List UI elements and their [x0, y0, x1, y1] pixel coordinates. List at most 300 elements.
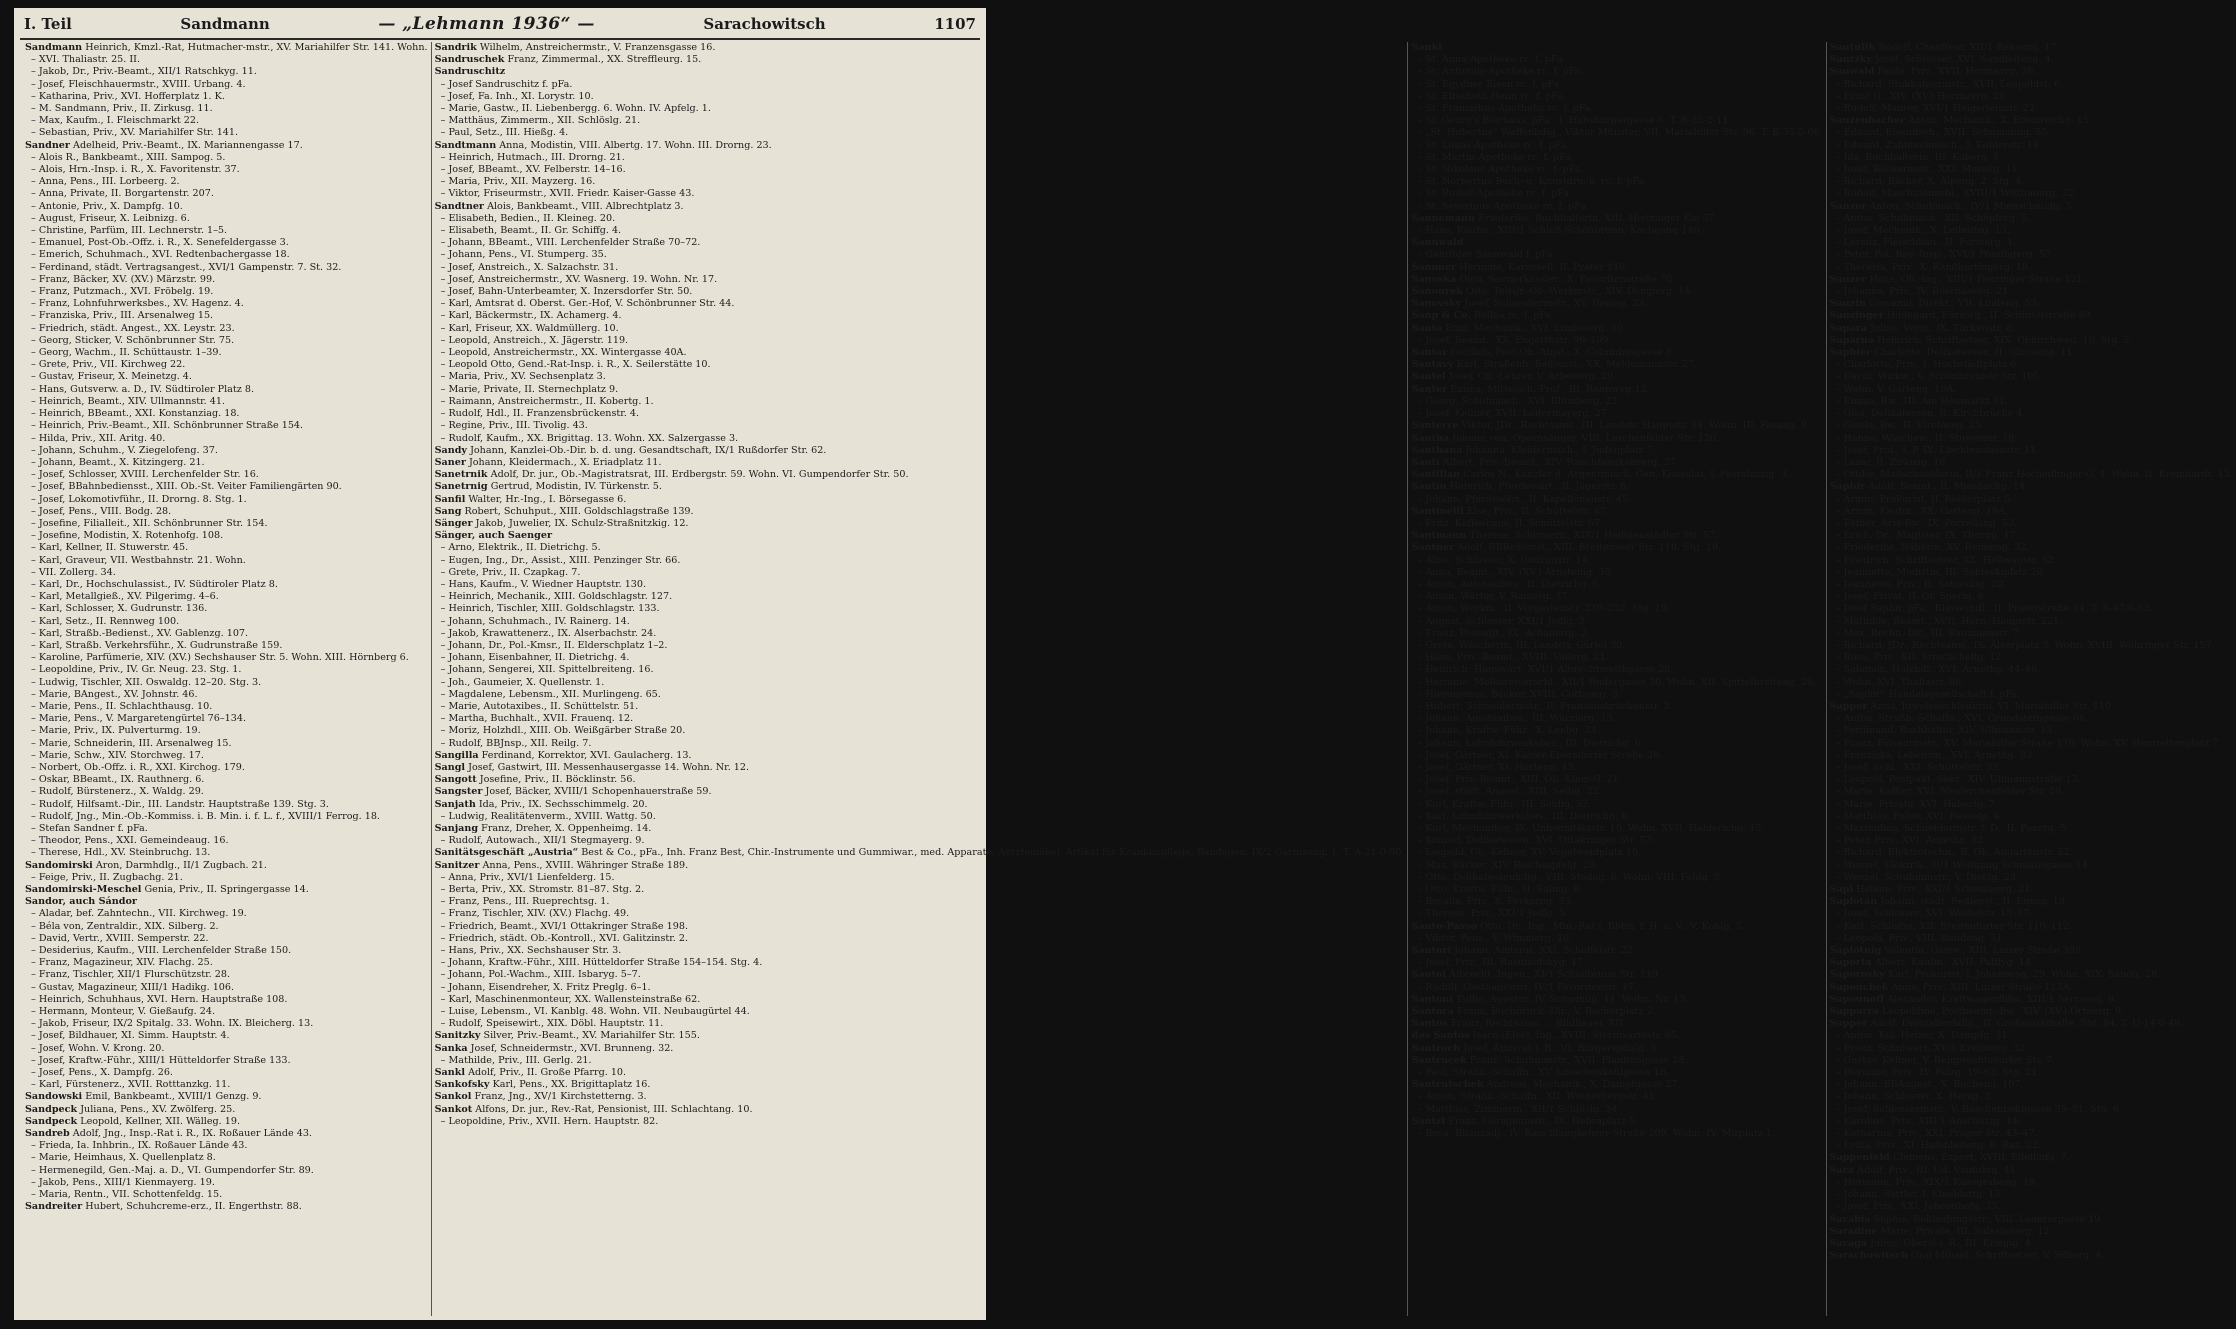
directory-entry: – Wohn. XVI. Thaliastr. 88. — [1835, 676, 1965, 688]
directory-entry: – Maria, Rentn., VII. Schottenfeldg. 15. — [31, 1189, 223, 1201]
directory-entry: – Franziska, Priv., III. Arsenalweg 15. — [31, 310, 214, 322]
entry-surname: Sanetrnik — [434, 469, 488, 481]
entry-surname: Santa — [1411, 322, 1443, 334]
entry-text: Karl, Bäckermstr., IX. Achamerg. 4. — [448, 310, 622, 322]
directory-entry: – Antonie, Priv., X. Dampfg. 10. — [31, 200, 183, 212]
part-label: I. Teil — [24, 15, 72, 33]
entry-text: Richard, JDr., Rechtsanw., IX. Alserplatz 3. Wohn. XVIII. Währinger Str. 157. — [1843, 639, 2215, 651]
directory-entry: – Karl, Straßb.-Bedienst., XV. Gablenzg. 107. — [31, 627, 249, 639]
directory-entry: – Gustav, Kellner, V. Reinprechtsdorfer Str. 7. — [1835, 1054, 2056, 1066]
entry-surname: Sanitzer — [434, 859, 480, 871]
entry-text: Regine, Priv., III. Tivolig. 43. — [448, 420, 588, 432]
entry-surname: Sanzinger — [1829, 310, 1884, 322]
entry-text: Richard, Stukkateurmstr., XVII. Leopoldst. 6. — [1843, 78, 2064, 90]
entry-text: Peter, Pol.-Rev.-Insp., XVI/1 Possingerg. 57. — [1843, 249, 2055, 261]
directory-entry: – Marie, Priv., IX. Pulverturmg. 19. — [31, 725, 201, 737]
entry-surname: Saporta — [1829, 957, 1872, 969]
directory-entry: – Anna, Beamt., XIV. (XV.) Arnsteing. 35. — [1417, 566, 1614, 578]
directory-entry: – Anton, Straßb.-Schaffn., XVI. Grundsteingasse 66. — [1835, 713, 2088, 725]
entry-text: Josef, Mechanik., X. Leibnitzg. 13. — [1843, 225, 2010, 237]
directory-entry: – Heinrich, Hauswart, XVI/1 Albrechtsreithgasse 28. — [1417, 664, 1674, 676]
directory-entry: – Anton, Wärter, V. Rainerg. 37. — [1417, 591, 1571, 603]
directory-entry: – Regine, Priv., III. Tivolig. 43. — [440, 420, 588, 432]
directory-entry — [1830, 115, 2233, 127]
entry-surname: Sanjang — [434, 823, 479, 834]
entry-text: Heinrich, Beamt., XIV. Ullmannstr. 41. — [38, 395, 226, 407]
directory-entry: – Arno, Elektrik., II. Dietrichg. 5. — [440, 542, 601, 554]
directory-entry: – St. Franziskus-Apotheke rc. f. pFa. — [1417, 103, 1594, 115]
directory-entry: – Marie, Autotaxibes., II. Schüttelstr. 51. — [440, 700, 639, 712]
directory-entry — [1411, 347, 1822, 359]
entry-text: Albrecht, Ingen., XI/1 Schönbrunn Str. 119. — [1449, 969, 1661, 981]
entry-surname: Sandy — [434, 444, 467, 456]
directory-entry: – Franz, Pens., III. Rueprechtsg. 1. — [440, 896, 610, 908]
entry-text: Hubert, Schuhcreme-erz., II. Engerthstr. 88. — [85, 1201, 302, 1213]
directory-entry — [1411, 359, 1822, 371]
directory-entry — [1411, 481, 1822, 493]
entry-text: Marie, Schw., XIV. Storchweg. 17. — [38, 749, 204, 761]
entry-text: Josef, Bahn-Unterbeamter, X. Inzersdorfer Str. 50. — [448, 286, 693, 298]
entry-surname: Sanfil — [434, 493, 466, 505]
directory-entry: – Charlotte, Priv., I. Hochstädtplatz 6. — [1835, 359, 2020, 371]
directory-entry: – Johann, Schuhm., V. Ziegelofeng. 37. — [31, 444, 218, 456]
directory-entry: – Johann, Autotaxibes., III. Würzlerg. 13. — [1417, 713, 1616, 725]
directory-entry: – Hieronymus, Bäcker, XVIII. Cottageg. 3. — [1417, 688, 1621, 700]
entry-text: Elisabeth, Bedien., II. Kleineg. 20. — [448, 212, 616, 224]
directory-entry: – Ernst G., XIV. (XV.) Hormayrg. 26. — [1835, 90, 2009, 102]
directory-entry — [1830, 66, 2233, 78]
directory-entry: – Johann, Pens., VI. Stumperg. 35. — [440, 249, 607, 261]
entry-text: Andreas, Mechanik., X. Dampfgasse 27. — [1486, 1079, 1681, 1091]
directory-entry: – Hermine, Priv., IV. Pelzg. 19–63. Stg. 21. — [1835, 1067, 2041, 1079]
directory-entry — [1830, 957, 2233, 969]
entry-text: Josef, Schlosser, XVI. Sandleiteng. 4. — [1874, 54, 2054, 66]
directory-entry — [1830, 945, 2233, 957]
directory-entry: – Karl, Kraftw.-Führ., III. Seidlg. 32. — [1417, 798, 1592, 810]
entry-text: Oskar, BBeamt., IX. Rauthnerg. 6. — [38, 774, 205, 786]
directory-entry: – Jakob, Dr., Priv.-Beamt., XII/1 Ratschkyg. 11. — [31, 66, 257, 78]
entry-text: Ferdinand, Korrektor, XVI. Gaulacherg. 13. — [481, 749, 692, 761]
directory-entry: – Franz, Postadjt., IX. Achamerg. 2. — [1417, 627, 1590, 639]
entry-text: Franz, Dreher, X. Oppenheimg. 14. — [481, 823, 652, 834]
directory-entry: – Leopold, Anstreichermstr., XX. Wintergasse 40A. — [440, 347, 687, 359]
directory-entry: – Gustav, Friseur, X. Meinetzg. 4. — [31, 371, 192, 383]
directory-entry: – Josef, Kraftw.-Führ., XIII/1 Hütteldorfer Straße 133. — [31, 1054, 291, 1066]
directory-entry — [1411, 1043, 1822, 1055]
entry-text: Maria, Rentn., VII. Schottenfeldg. 15. — [38, 1189, 223, 1201]
entry-text: Georg, Sticker, V. Schönbrunner Str. 75. — [38, 334, 235, 346]
directory-entry: – Johann, Schlosser, X. Herzg. 3. — [1835, 1091, 1994, 1103]
directory-entry: – Josef, Priv., XXI. Jeheonhofg. 35. — [1835, 1201, 2001, 1213]
entry-text: Josef, Lokomotivführ., II. Drorng. 8. Stg. 1. — [38, 493, 247, 505]
entry-text: Franz, Pens., III. Rueprechtsg. 1. — [448, 896, 610, 908]
entry-surname: Sandtner — [434, 200, 484, 212]
entry-text: Josef, Schneidermstr., XV. Denisg. 23. — [1464, 298, 1648, 310]
entry-text: Alois, Hrn.-Insp. i. R., X. Favoritenstr. 37. — [38, 164, 240, 176]
directory-entry: – Josef, Gärtner, XI. Hörteng. 15. — [1417, 761, 1577, 773]
directory-columns — [22, 42, 2233, 1316]
directory-entry — [435, 1079, 1405, 1091]
entry-text: Otto, Dr., Ing., Min.-Rat i. BMin. f. H. u. V., V. Kohlg. 5. — [1479, 920, 1745, 932]
entry-text: Rudolf, Gasthauswirt, IV/1 Favoritenstr. 17. — [1425, 981, 1638, 993]
directory-entry: – Magdalene, Lebensm., XII. Murlingeng. 65. — [440, 688, 661, 700]
entry-text: Anton, Schuhmach., IV/1 Mienschmidg. 5. — [1869, 200, 2075, 212]
directory-entry — [435, 799, 1405, 811]
directory-entry: – Maria, Priv., XV. Sechsenplatz 3. — [440, 371, 606, 383]
entry-surname: Sanzenbacher — [1829, 115, 1906, 127]
directory-entry: – Grete, Priv., VII. Kirchweg 22. — [31, 359, 186, 371]
entry-surname: Sanitzky — [434, 1030, 481, 1042]
column-4 — [1827, 42, 2236, 1316]
directory-entry: – Theodor, Pens., XXI. Gemeindeaug. 16. — [31, 835, 229, 847]
directory-entry: – Viktor, Friseurmstr., XVII. Friedr. Kaiser-Gasse 43. — [440, 188, 695, 200]
directory-entry: – Marie, Heimhaus, X. Quellenplatz 8. — [31, 1152, 216, 1164]
directory-entry: – Josef Saphir, pFa., Klavierhdl., II. Praterstraße 14. T. R-47-0-53. — [1835, 603, 2153, 615]
entry-text: Charlotte, Delikatessen, II. Glockeng. 11. — [1874, 347, 2076, 359]
entry-text: Adelheid, Priv.-Beamt., IX. Mariannengasse 17. — [73, 139, 303, 151]
entry-surname: Saphier — [1829, 347, 1872, 359]
entry-text: Martha, Buchhalt., XVII. Frauenq. 12. — [448, 713, 634, 725]
directory-entry: – Karl, Schloffer, XII. Breitenfurter Str. 110–112. — [1835, 920, 2072, 932]
directory-entry: – Peter, Pol.-Rev.-Insp., XVI/1 Possingerg. 57. — [1835, 249, 2055, 261]
entry-text: Franz, Putzmach., XVI. Fröbelg. 19. — [38, 286, 214, 298]
directory-entry: – Therese, Hdl., XV. Steinbruchg. 13. — [31, 847, 211, 859]
entry-text: Josef, Beamt., XX. Engerthstr. 99–109. — [1425, 334, 1612, 346]
directory-entry: – Karl, Schlosser, X. Gudrunstr. 136. — [31, 603, 208, 615]
entry-surname: Sangl — [434, 761, 466, 773]
directory-entry: – Marie, Kaffier, XVI. Neulerchenfelder Str. 59. — [1835, 786, 2065, 798]
directory-entry: – St. Antonius-Apotheke rc. f. pFa. — [1417, 66, 1584, 78]
directory-entry: – St. Anna-Apotheke rc. f. pFa. — [1417, 54, 1566, 66]
directory-entry: – Franz, Tischler, XII/1 Flurschützstr. 28. — [31, 969, 230, 981]
directory-entry: – Eugen, Ing., Dr., Assist., XIII. Penzinger Str. 66. — [440, 554, 681, 566]
entry-text: Antonie, Priv., X. Dampfg. 10. — [38, 200, 183, 212]
entry-text: Best & Co., pFa., Inh. Franz Best, Chir.-Instrumente und Gummiwar., med. Apparate, Aerztemöbel, Artikel für Krankenpflege, Bandagen, IX/2 Garnisong. 1. T. A-21-0-90. — [581, 847, 1405, 859]
entry-text: Johann, Sengerei, XII. Spittelbreiteng. 16. — [448, 664, 654, 676]
entry-surname: Sangster — [434, 786, 483, 798]
entry-text: Rudolf, Kaufm., XX. Brigittag. 13. Wohn. XX. Salzergasse 3. — [448, 432, 739, 444]
directory-entry: – Béla von, Zentraldir., XIX. Silberg. 2. — [31, 920, 219, 932]
entry-surname: Santinelli — [1411, 505, 1464, 517]
entry-text: Josef, Gastwirt, III. Messenhausergasse 14. Wohn. Nr. 12. — [468, 761, 750, 773]
directory-entry: – Berta, Priv., XX. Stromstr. 81–87. Stg. 2. — [440, 884, 645, 896]
entry-text: Friedrich, städt. Angest., XX. Leystr. 23. — [38, 322, 235, 334]
directory-entry: – Heinrich, Priv.-Beamt., XII. Schönbrunner Straße 154. — [31, 420, 304, 432]
directory-entry — [1830, 1250, 2233, 1262]
directory-entry — [435, 860, 1405, 872]
directory-entry: – Heinrich, Beamt., XIV. Ullmannstr. 41. — [31, 395, 226, 407]
entry-text: Hildegard, Fürsorg., II. Schüttelstraße 89. — [1886, 310, 2094, 322]
entry-text: Franz, Lohnfuhrwerksbes., XV. Hagenz. 4. — [38, 298, 244, 310]
entry-text: Adolf, BBBedienst., XIII. Breitenseer Str. 110. Stg. 19. — [1457, 542, 1721, 554]
directory-entry: – Lorenz, Fleischhau., II. Forsterg. 1. — [1835, 237, 2017, 249]
entry-surname: Sapl — [1829, 884, 1854, 896]
directory-entry — [1411, 237, 1822, 249]
directory-entry: – Franz, Tischler, XIV. (XV.) Flachg. 49. — [440, 908, 630, 920]
entry-surname: Sandreb — [25, 1128, 70, 1140]
directory-entry: – Friedrich, städt. Angest., XX. Leystr. 23. — [31, 322, 235, 334]
directory-entry: – Heinrich, Tischler, XIII. Goldschlagstr. 133. — [440, 603, 660, 615]
entry-text: Johann, Amtsrat, XXI. Scheffelstr. 22. — [1454, 945, 1636, 957]
entry-text: Johann, Pens., VI. Stumperg. 35. — [448, 249, 607, 261]
entry-text: Gustav, Kellner, V. Reinprechtsdorfer Str. 7. — [1843, 1054, 2056, 1066]
entry-text: Jeannette, Modistin, III. Sobieskiplatz 20. — [1843, 566, 2046, 578]
entry-text: Rudolf, Bürstenerz., X. Waldg. 29. — [38, 786, 204, 798]
entry-surname: Sandomirski — [25, 859, 93, 871]
entry-text: Franz, Schulwart, XV/1 Kreitnerg. 32. — [1843, 1042, 2029, 1054]
entry-text: Anton, Autotaxibes., II. Dietrichg. 6. — [1425, 578, 1602, 590]
entry-text: August, Friseur, X. Leibnizg. 6. — [38, 212, 190, 224]
directory-entry: – Gebrüder Sannwald f. pFa. — [1417, 249, 1557, 261]
entry-surname: Sannemann — [1411, 212, 1476, 224]
entry-text: Leopold, Anstreichermstr., XX. Wintergasse 40A. — [448, 347, 687, 359]
directory-entry — [1411, 530, 1822, 542]
entry-surname: Santori — [1411, 945, 1452, 957]
entry-surname: Sandpeck — [25, 1103, 78, 1115]
entry-text: Hieronymus, Bäcker, XVIII. Cottageg. 3. — [1425, 688, 1621, 700]
entry-text: Franz, Garagenmstr., IX. Hebraplatz 5. — [1448, 1115, 1638, 1127]
entry-text: Karl, Fürstenerz., XVII. Rotttanzkg. 11. — [38, 1079, 231, 1091]
entry-text: Johann, Schuhm., V. Ziegelofeng. 37. — [38, 444, 218, 456]
entry-text: Johann, Autotaxibes., III. Würzlerg. 13. — [1425, 713, 1616, 725]
entry-text: Gebrüder Sannwald f. pFa. — [1425, 249, 1557, 261]
directory-entry — [1830, 994, 2233, 1006]
entry-text: Franz, Tischler, XIV. (XV.) Flachg. 49. — [448, 908, 630, 920]
entry-surname: Santzl — [1411, 1115, 1446, 1127]
directory-entry: – Rudolf, Speisewirt., XIX. Döbl. Hauptstr. 11. — [440, 1018, 664, 1030]
entry-text: Josef, Schlosser, XVIII. Lerchenfelder Str. 16. — [38, 469, 259, 481]
entry-text: Marie, Autotaxibes., II. Schüttelstr. 51. — [448, 700, 639, 712]
entry-text: Rosa, Priv., XII. Strechchellg. 12. — [1843, 652, 2005, 664]
entry-surname: Sandruschitz — [434, 66, 506, 78]
directory-entry: – Max, Kaufm., I. Fleischmarkt 22. — [31, 115, 199, 127]
directory-entry — [435, 847, 1405, 859]
directory-entry — [1830, 1214, 2233, 1226]
entry-text: Karl, Pens., XX. Brigittaplatz 16. — [492, 1079, 651, 1091]
entry-text: Lazar, II. Zirkusg. 16. — [1843, 456, 1949, 468]
directory-entry: – Anton, Kol.-Heizer, X. Dampfg. 31. — [1835, 1030, 2011, 1042]
entry-text: Heinrich, Mechanik., XIII. Goldschlagstr. 127. — [448, 591, 673, 603]
entry-text: St. Nikolaus-Apotheke rc. f. pFa. — [1425, 164, 1584, 176]
directory-entry: – Konrad, Delikatessen, XVI. Ottakringer Str. 57. — [1417, 835, 1655, 847]
entry-surname: Santillan — [1411, 469, 1461, 481]
directory-entry: – Josef, Lokomotivführ., II. Drorng. 8. Stg. 1. — [31, 493, 247, 505]
entry-text: Alexander, Kraftwagenführ., XIII/1 Serravag. 8. — [1887, 993, 2118, 1005]
entry-text: Rudolf, BBJnsp., XII. Reilg. 7. — [448, 737, 592, 749]
directory-entry: – „Saphir“ Handelsgesellschaft f. pFa. — [1835, 688, 2021, 700]
directory-entry: – Karl, Metallgieß., XV. Pilgerimg. 4–6. — [31, 591, 219, 603]
directory-entry — [435, 506, 1405, 518]
directory-entry: – Gisa, Delikatessen, II. Kirchbrücke 4. — [1835, 408, 2026, 420]
directory-entry — [1830, 884, 2233, 896]
entry-surname: Saraga — [1829, 1237, 1867, 1249]
entry-text: Wenzel, Elektrik., II/1 Wolfgang Schmälzlgasse 14. — [1843, 859, 2092, 871]
directory-entry — [435, 42, 1405, 54]
directory-entry: – Salomon, Holzhdl., XVI. Arnethg. 44–46. — [1835, 664, 2041, 676]
entry-text: Stefan Sandner f. pFa. — [38, 823, 148, 834]
entry-text: Franz, Zimmermal., XX. Streffleurg. 15. — [507, 54, 702, 66]
directory-entry: – Karoline, Priv., XIII/1 Anschützg. 14. — [1835, 1115, 2022, 1127]
directory-entry — [1830, 701, 2233, 713]
directory-entry — [1830, 1226, 2233, 1238]
entry-text: Karl, Kellner, II. Stuwerstr. 45. — [38, 542, 189, 554]
entry-text: Adolf, Priv., II. Große Pfarrg. 10. — [468, 1067, 627, 1079]
entry-text: Gustav, Friseur, X. Meinetzg. 4. — [38, 371, 192, 383]
directory-entry: – Norbert, Ob.-Offz. i. R., XXI. Kirchog. 179. — [31, 761, 245, 773]
entry-text: Friedrich, Schriftsetzer, XX. Hellwagstr. 32. — [1843, 554, 2057, 566]
entry-text: Hans, Priv.-Beamt., XVIII. Vollerg. 21. — [1425, 652, 1609, 664]
entry-text: Marie, Private, III. Salesianerg. 12. — [1880, 1225, 2053, 1237]
entry-text: Johann, Kraftw.-Führ., X. Leebg. 23. — [1425, 725, 1600, 737]
directory-entry: – Josef, Wohn. V. Krong. 20. — [31, 1042, 165, 1054]
directory-entry: – Johann, Pferdewärt., II. Kapellenaustr. 45. — [1417, 493, 1631, 505]
directory-entry: – Grete, Priv., II. Czapkag. 7. — [440, 566, 581, 578]
directory-entry — [435, 774, 1405, 786]
entry-text: Hanna, Wäschew., II. Stuwerstr. 18. — [1843, 432, 2018, 444]
entry-text: Walter, Hr.-Ing., I. Börsegasse 6. — [468, 493, 627, 505]
entry-surname: Santoi — [1411, 969, 1447, 981]
directory-entry: – Josef, Kellner, XVII. Leitermayerg. 27. — [1417, 408, 1610, 420]
entry-text: Karoline, Parfümerie, XIV. (XV.) Sechshauser Str. 5. Wohn. XIII. Hörnberg 6. — [38, 652, 409, 664]
entry-text: Eugen, Ing., Dr., Assist., XIII. Penzinger Str. 66. — [448, 554, 681, 566]
entry-text: Belbia rc. f. pFa. — [1473, 310, 1554, 322]
directory-entry: – Elisabeth, Beamt., II. Gr. Schiffg. 4. — [440, 225, 622, 237]
directory-entry — [25, 140, 428, 152]
entry-text: Ottilie, Maßschneiderin, II/1 Franz Hochedlinger-G. 4. Wohn. II. Krembardt. 15. — [1843, 469, 2233, 481]
directory-entry: – Matthias, Zimmerm., XII/1 Schlöslg. 34. — [1417, 1103, 1621, 1115]
entry-text: St. Martin-Apotheke rc. f. pFa. — [1425, 151, 1574, 163]
entry-surname: dos Santos — [1411, 1030, 1470, 1042]
entry-text: Grete, Priv., VII. Kirchweg 22. — [38, 359, 186, 371]
entry-text: Johann, BBeamt., VIII. Lerchenfelder Straße 70–72. — [448, 237, 701, 249]
entry-text: Josef, Gärtner, XI. Kaiser-Ebersdorfer Straße 28. — [1425, 749, 1663, 761]
directory-entry: – Hans, Kaufm., XIII/1 Schloß Schönbrunn, Kochgang 146. — [1417, 225, 1703, 237]
directory-entry: – M. Sandmann, Priv., II. Zirkusg. 11. — [31, 103, 213, 115]
entry-text: Karoline, Priv., XIII/1 Anschützg. 14. — [1843, 1115, 2022, 1127]
directory-entry — [435, 494, 1405, 506]
entry-text: Franz, Buchdruck.-Dir., V. Bacherplatz 2. — [1456, 1006, 1656, 1018]
directory-entry — [1830, 1238, 2233, 1250]
directory-entry: – Leopold, Anstreich., X. Jägerstr. 119. — [440, 334, 629, 346]
entry-surname: Sanitätsgeschäft „Austria“ — [434, 847, 579, 859]
entry-text: Arno, Elektrik., II. Dietrichg. 5. — [448, 542, 601, 554]
entry-text: Marie, Pens., V. Margaretengürtel 76–134. — [38, 713, 247, 725]
entry-surname: Sanka — [434, 1042, 468, 1054]
directory-entry: – Jakob, Krawattenerz., IX. Alserbachstr. 24. — [440, 627, 657, 639]
entry-text: Johann von, Opernsänger, VIII. Lerchenfelder Str. 120. — [1452, 432, 1720, 444]
directory-entry: – Marie, BAngest., XV. Johnstr. 46. — [31, 688, 198, 700]
entry-text: Gisela, Bw., II. Virchweg. 25. — [1843, 420, 1985, 432]
directory-entry: – Johann, Eisendreher, X. Fritz Preglg. 6–1. — [440, 981, 651, 993]
entry-surname: Sanzin — [1829, 298, 1866, 310]
entry-text: Magdalene, Lebensm., XII. Murlingeng. 65. — [448, 688, 661, 700]
directory-entry: – Lazar, II. Zirkusg. 16. — [1835, 456, 1949, 468]
entry-text: Franziska, Lebensm., XVI. Arnethg. 82. — [1843, 749, 2036, 761]
entry-text: Hermann, Priv., XIX/1 Kaasgrabeng. 19. — [1843, 1176, 2039, 1188]
entry-text: Josef, Priv.-Beamt., XIII. Ob.-Klein-G. 21. — [1425, 774, 1622, 786]
entry-text: Richard, Elektrotechn., II. Ob. Augartenstr. 22. — [1843, 847, 2073, 859]
directory-entry: – Heinrich, Schuhhaus, XVI. Hern. Hauptstraße 108. — [31, 993, 288, 1005]
directory-entry: – Friedrich, Schriftsetzer, XX. Hellwagstr. 32. — [1835, 554, 2057, 566]
directory-entry: – Emanuel, Post-Ob.-Offz. i. R., X. Senefeldergasse 3. — [31, 237, 289, 249]
entry-text: Anna, Modistin, VIII. Albertg. 17. Wohn. III. Drorng. 23. — [499, 139, 772, 151]
entry-text: Karl, Amtsrat d. Oberst. Ger.-Hof, V. Schönbrunner Str. 44. — [448, 298, 735, 310]
directory-entry — [435, 530, 1405, 542]
directory-entry — [1411, 371, 1822, 383]
entry-text: St. Rudolf-Apotheke rc. f. pFa. — [1425, 188, 1573, 200]
directory-entry: – Marie, Pens., V. Margaretengürtel 76–134. — [31, 713, 247, 725]
entry-text: XVI. Thaliastr. 25. II. — [38, 54, 141, 66]
entry-surname: Saplotan — [1829, 896, 1878, 908]
directory-entry — [435, 750, 1405, 762]
entry-text: Johanna, Priv., IV. Boerhaaveg. 21. — [1843, 286, 2012, 298]
directory-entry: – Max, Bäcker, XIV. Reichsapfelg. 29. — [1417, 859, 1598, 871]
directory-entry: – Johann, Dr., Pol.-Kmsr., II. Elderschplatz 1–2. — [440, 639, 668, 651]
entry-surname: Sankofsky — [434, 1079, 490, 1091]
entry-text: Anna, Pens., III. Lorbeerg. 2. — [38, 176, 180, 188]
directory-entry: – Friedrich, städt. Ob.-Kontroll., XVI. Galitzinstr. 2. — [440, 932, 689, 944]
directory-entry: – Ludwig, Tischler, XII. Oswaldg. 12–20. Stg. 3. — [31, 676, 262, 688]
entry-text: Josef, BBeamt., XV. Felberstr. 14–16. — [448, 164, 626, 176]
directory-entry: – Karl, Straßb. Verkehrsführ., X. Gudrunstraße 159. — [31, 639, 283, 651]
entry-text: Josef, Privat, II. Gr. Sperlg. 6. — [1843, 591, 1987, 603]
directory-entry: – Anton, Werkm., II. Vorgartenstr. 230–232. Stg. 19. — [1417, 603, 1670, 615]
entry-surname: Sapparra — [1829, 1006, 1879, 1018]
entry-text: Anna, Juwelenschleiferin, VI. Mariahilfer Str. 110. — [1870, 700, 2115, 712]
directory-entry: – Rosa, Priv., XII. Strechchellg. 12. — [1835, 652, 2005, 664]
entry-text: Gottlieb, Post-Ob.-Abjst., X. Columbusgasse 8. — [1450, 347, 1675, 359]
entry-text: Johann, Beamt., X. Kitzingerg. 21. — [38, 456, 205, 468]
entry-text: Franz, Schuhmmstr., XVII. Planitengasse 28. — [1469, 1054, 1688, 1066]
entry-text: Grete, Priv., II. Czapkag. 7. — [448, 566, 581, 578]
entry-text: Berta, Priv., XX. Stromstr. 81–87. Stg. 2. — [448, 884, 645, 896]
entry-text: Marie, Private, XVI. Haberlg. 7. — [1843, 798, 1998, 810]
directory-entry: – Therese, Priv., XXI/1 Jedlg. 5. — [1417, 908, 1569, 920]
directory-entry — [25, 1104, 428, 1116]
directory-entry: – Stefan Sandner f. pFa. — [31, 823, 148, 834]
directory-entry: – Leopold, Ob.-Kellner, XV. Vogelweidplatz 10. — [1417, 847, 1642, 859]
entry-text: Josef Sandruschitz f. pFa. — [448, 78, 573, 90]
entry-surname: Santoni — [1411, 993, 1454, 1005]
directory-entry — [1411, 274, 1822, 286]
entry-surname: Sandpeck — [25, 1115, 78, 1127]
directory-entry: – Viktor, Pens., V. Wimmerg. 10. — [1417, 932, 1573, 944]
directory-entry: – Josef, Schlossermstr., V. Boschenbohlgasse 39–51. Stg. 6. — [1835, 1103, 2122, 1115]
directory-entry: – Josef, Schl., XXI. Schüttelstr. 33. — [1835, 761, 2002, 773]
directory-entry: – Josef, BBeamt., XV. Felberstr. 14–16. — [440, 164, 626, 176]
directory-entry: – Heinrich, Mechanik., XIII. Goldschlagstr. 127. — [440, 591, 673, 603]
directory-entry: – St. Georg's Bierhaus, pFa., I. Habsburgergasse 6. T. R-25-2-11. — [1417, 115, 1732, 127]
directory-entry: – St. Rudolf-Apotheke rc. f. pFa. — [1417, 188, 1573, 200]
entry-text: Johann, Eisendreher, X. Fritz Preglg. 6–1. — [448, 981, 651, 993]
entry-text: Anna, Private, II. Borgartenstr. 207. — [38, 188, 214, 200]
directory-entry — [1411, 310, 1822, 322]
entry-surname: Sanjath — [434, 798, 476, 810]
entry-text: Josef, Amtsrat i. R., VI. Bürgerspitalg. 5. — [1463, 1042, 1660, 1054]
directory-entry: – Josef, Priv.-Beamt., XIII. Ob.-Klein-G. 21. — [1417, 774, 1622, 786]
entry-text: Emma, Bw., III. Am Heumarkt 11. — [1843, 395, 2008, 407]
directory-entry: – Sebastian, Priv., XV. Mariahilfer Str. 141. — [31, 127, 239, 139]
directory-entry — [435, 1067, 1405, 1079]
directory-entry — [1411, 1079, 1822, 1091]
entry-text: Josefine, Modistin, X. Rotenhofg. 108. — [38, 530, 224, 542]
directory-entry: – Heinrich, Hutmach., III. Drorng. 21. — [440, 151, 625, 163]
entry-text: Emma, Mittelsch.-Prof., III. Rennweg 12. — [1450, 383, 1650, 395]
entry-surname: Sapouchek — [1829, 981, 1889, 993]
entry-surname: Sanoska — [1411, 273, 1457, 285]
entry-text: Marie, Heimhaus, X. Quellenplatz 8. — [38, 1152, 216, 1164]
entry-text: Josef, Schlossermstr., V. Boschenbohlgasse 39–51. Stg. 6. — [1843, 1103, 2122, 1115]
